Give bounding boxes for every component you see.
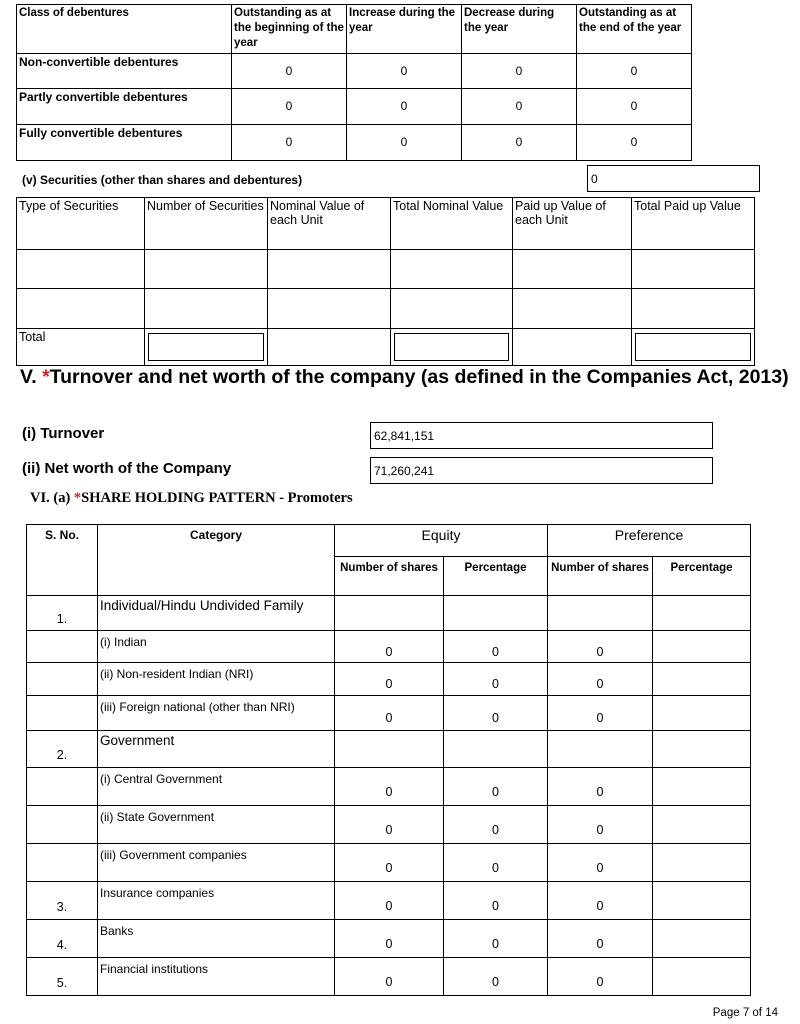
cell-value: [335, 596, 444, 631]
empty-cell[interactable]: [145, 250, 268, 289]
cell-value: 0: [347, 54, 462, 89]
cell-value: [653, 920, 751, 958]
header-pref-percentage: Percentage: [653, 557, 751, 596]
cell-value: 0: [444, 631, 548, 663]
row-sno: 4.: [27, 920, 98, 958]
cell-value: 0: [444, 882, 548, 920]
cell-value: 0: [335, 958, 444, 996]
row-category: Banks: [98, 920, 335, 958]
row-category: Government: [98, 731, 335, 768]
row-category: (ii) State Government: [98, 806, 335, 844]
header-category: Category: [98, 525, 335, 596]
total-cell: [145, 329, 268, 366]
row-sno: 1.: [27, 596, 98, 631]
cell-value: [653, 768, 751, 806]
row-category: (i) Central Government: [98, 768, 335, 806]
empty-cell: [513, 329, 632, 366]
table-row: [27, 631, 751, 663]
securities-header-row: [17, 198, 755, 250]
header-equity: Equity: [335, 525, 548, 557]
row-category: Insurance companies: [98, 882, 335, 920]
header-total-paidup: Total Paid up Value: [632, 198, 755, 250]
section-title-text: SHARE HOLDING PATTERN - Promoters: [81, 490, 353, 506]
row-sno: 5.: [27, 958, 98, 996]
empty-cell[interactable]: [17, 250, 145, 289]
section-number: VI. (a): [30, 490, 74, 506]
header-equity-percentage: Percentage: [444, 557, 548, 596]
header-class: Class of debentures: [17, 5, 232, 54]
debentures-table: [16, 4, 692, 161]
header-type: Type of Securities: [17, 198, 145, 250]
cell-value: 0: [548, 958, 653, 996]
cell-value: 0: [232, 54, 347, 89]
header-total-nominal: Total Nominal Value: [391, 198, 513, 250]
row-sno: [27, 696, 98, 731]
required-star: *: [73, 490, 82, 506]
row-label: Non-convertible debentures: [17, 54, 232, 89]
cell-value: 0: [577, 54, 692, 89]
cell-value: 0: [444, 844, 548, 882]
empty-cell[interactable]: [17, 289, 145, 329]
empty-cell[interactable]: [268, 289, 391, 329]
cell-value: 0: [444, 768, 548, 806]
empty-cell[interactable]: [268, 250, 391, 289]
shareholding-header-row: [27, 525, 751, 557]
cell-value: 0: [232, 89, 347, 125]
header-preference: Preference: [548, 525, 751, 557]
cell-value: [653, 731, 751, 768]
table-row: [27, 882, 751, 920]
cell-value: 0: [548, 844, 653, 882]
row-category: (iii) Government companies: [98, 844, 335, 882]
cell-value: [444, 731, 548, 768]
row-sno: [27, 768, 98, 806]
cell-value: [653, 958, 751, 996]
securities-field[interactable]: 0: [587, 165, 760, 192]
cell-value: 0: [335, 806, 444, 844]
row-category: (iii) Foreign national (other than NRI): [98, 696, 335, 731]
section-number: V.: [20, 366, 43, 388]
cell-value: 0: [548, 882, 653, 920]
shareholding-title: [30, 490, 353, 507]
cell-value: 0: [444, 696, 548, 731]
cell-value: 0: [462, 89, 577, 125]
empty-cell[interactable]: [513, 289, 632, 329]
cell-value: 0: [232, 125, 347, 161]
cell-value: 0: [462, 125, 577, 161]
cell-value: 0: [577, 89, 692, 125]
row-label: Partly convertible debentures: [17, 89, 232, 125]
cell-value: 0: [548, 663, 653, 696]
cell-value: 0: [548, 768, 653, 806]
cell-value: 0: [548, 631, 653, 663]
cell-value: [548, 596, 653, 631]
cell-value: 0: [347, 89, 462, 125]
cell-value: [653, 631, 751, 663]
header-increase: Increase during the year: [347, 5, 462, 54]
cell-value: [653, 596, 751, 631]
row-label: Fully convertible debentures: [17, 125, 232, 161]
row-category: Financial institutions: [98, 958, 335, 996]
table-row: [17, 289, 755, 329]
table-row: [27, 768, 751, 806]
turnover-label: (i) Turnover: [22, 425, 105, 442]
total-row: [17, 329, 755, 366]
cell-value: [548, 731, 653, 768]
cell-value: 0: [577, 125, 692, 161]
cell-value: 0: [335, 631, 444, 663]
table-row: [27, 596, 751, 631]
cell-value: 0: [347, 125, 462, 161]
header-equity-shares: Number of shares: [335, 557, 444, 596]
cell-value: [653, 696, 751, 731]
header-begin: Outstanding as at the beginning of the year: [232, 5, 347, 54]
header-paidup-unit: Paid up Value of each Unit: [513, 198, 632, 250]
securities-label: (v) Securities (other than shares and debentures): [22, 173, 303, 187]
empty-cell[interactable]: [391, 289, 513, 329]
row-sno: 2.: [27, 731, 98, 768]
row-category: (i) Indian: [98, 631, 335, 663]
cell-value: 0: [335, 844, 444, 882]
securities-table: [16, 197, 755, 366]
cell-value: 0: [335, 663, 444, 696]
cell-value: [653, 882, 751, 920]
row-category: Individual/Hindu Undivided Family: [98, 596, 335, 631]
networth-label: (ii) Net worth of the Company: [22, 460, 232, 477]
empty-cell[interactable]: [632, 250, 755, 289]
empty-cell[interactable]: [632, 289, 755, 329]
header-sno: S. No.: [27, 525, 98, 596]
debentures-header-row: [17, 5, 692, 54]
cell-value: [335, 731, 444, 768]
total-cell: [391, 329, 513, 366]
header-nominal-unit: Nominal Value of each Unit: [268, 198, 391, 250]
row-sno: [27, 631, 98, 663]
cell-value: 0: [548, 920, 653, 958]
table-row: [17, 125, 692, 161]
table-row: [27, 958, 751, 996]
cell-value: 0: [444, 958, 548, 996]
cell-value: 0: [444, 806, 548, 844]
page-number: Page 7 of 14: [712, 1007, 778, 1019]
empty-cell[interactable]: [145, 289, 268, 329]
cell-value: 0: [548, 696, 653, 731]
table-row: [27, 731, 751, 768]
header-decrease: Decrease during the year: [462, 5, 577, 54]
section-title-text: Turnover and net worth of the company (as defined in the Companies Act, 2013): [49, 366, 789, 388]
row-category: (ii) Non-resident Indian (NRI): [98, 663, 335, 696]
networth-field[interactable]: 71,260,241: [370, 457, 713, 484]
total-label: Total: [17, 329, 145, 366]
table-row: [17, 54, 692, 89]
total-nominal-field[interactable]: [394, 333, 509, 361]
total-number-field[interactable]: [148, 333, 264, 361]
cell-value: 0: [335, 882, 444, 920]
cell-value: 0: [335, 696, 444, 731]
table-row: [27, 663, 751, 696]
turnover-section-title: [20, 366, 789, 389]
table-row: [17, 250, 755, 289]
cell-value: 0: [548, 806, 653, 844]
cell-value: 0: [335, 920, 444, 958]
turnover-field[interactable]: 62,841,151: [370, 422, 713, 449]
required-star: *: [42, 366, 50, 388]
table-row: [27, 806, 751, 844]
empty-cell[interactable]: [391, 250, 513, 289]
cell-value: 0: [335, 768, 444, 806]
row-sno: 3.: [27, 882, 98, 920]
cell-value: [653, 663, 751, 696]
cell-value: [653, 806, 751, 844]
total-paidup-field[interactable]: [635, 333, 751, 361]
cell-value: 0: [444, 663, 548, 696]
cell-value: [444, 596, 548, 631]
row-sno: [27, 663, 98, 696]
header-number: Number of Securities: [145, 198, 268, 250]
header-pref-shares: Number of shares: [548, 557, 653, 596]
cell-value: 0: [462, 54, 577, 89]
empty-cell: [268, 329, 391, 366]
table-row: [27, 696, 751, 731]
total-cell: [632, 329, 755, 366]
empty-cell[interactable]: [513, 250, 632, 289]
cell-value: 0: [444, 920, 548, 958]
row-sno: [27, 844, 98, 882]
header-end: Outstanding as at the end of the year: [577, 5, 692, 54]
cell-value: [653, 844, 751, 882]
table-row: [27, 844, 751, 882]
table-row: [17, 89, 692, 125]
row-sno: [27, 806, 98, 844]
shareholding-table: [26, 524, 751, 996]
table-row: [27, 920, 751, 958]
